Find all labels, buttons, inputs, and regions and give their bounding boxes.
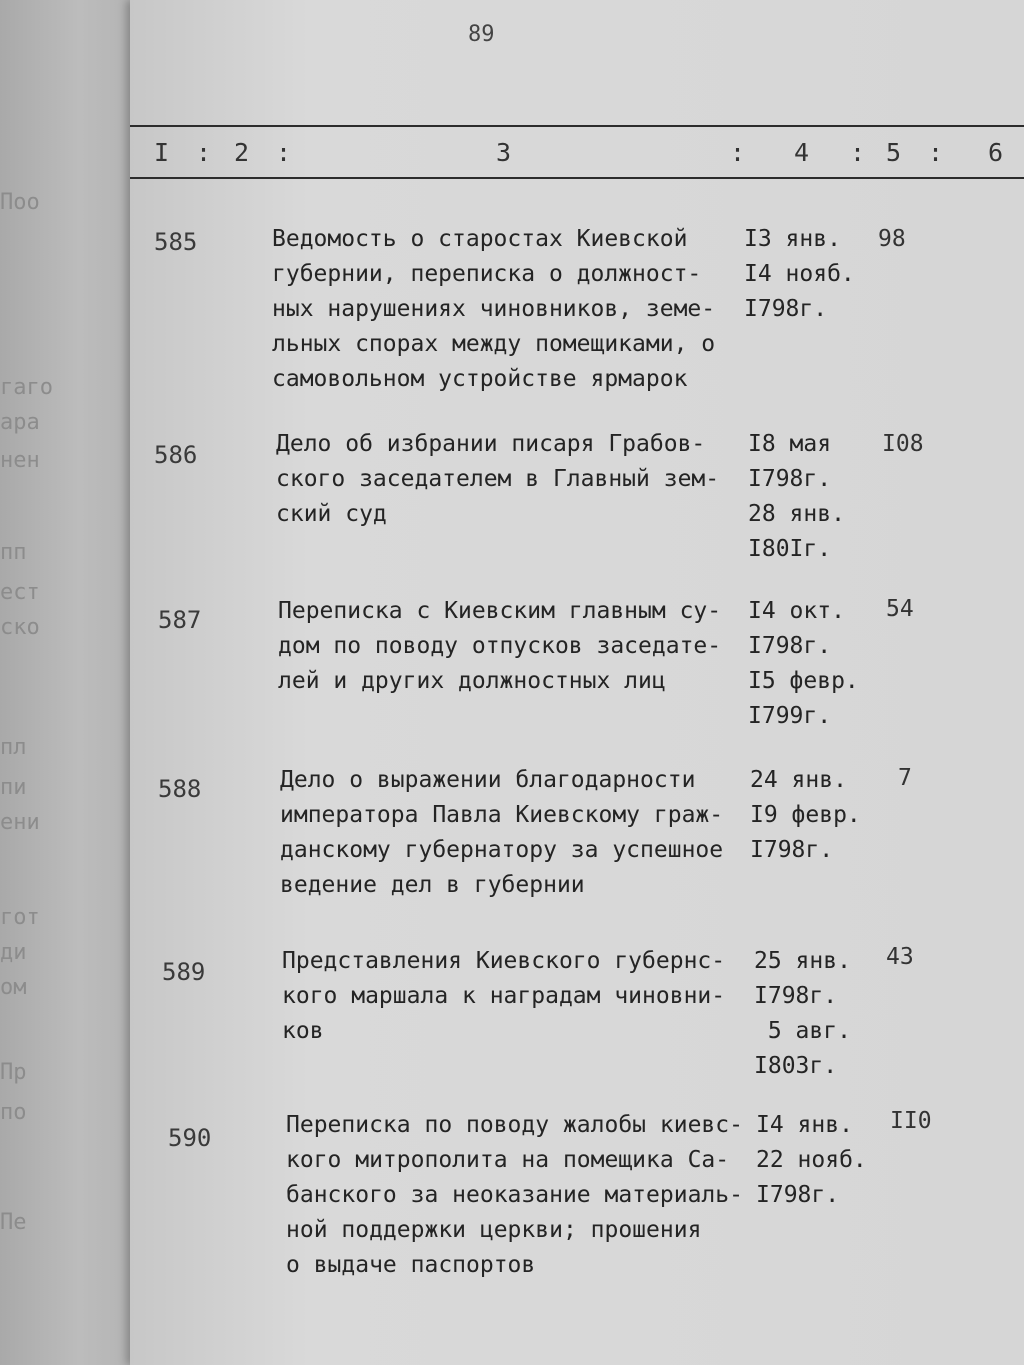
bleed-through-text: ом [0,975,27,1000]
bleed-through-text: гаго [0,375,53,400]
bleed-through-text: пл [0,735,27,760]
entry-sheet-count: II0 [890,1108,932,1134]
column-header-6: 6 [988,138,1004,167]
column-separator: : [928,138,944,167]
header-bottom-rule [130,177,1024,179]
column-separator: : [196,138,212,167]
column-header-2: 2 [234,138,250,167]
entry-number: 589 [162,958,206,986]
bleed-through-text: гот [0,905,40,930]
entry-sheet-count: 54 [886,596,914,622]
entry-dates: 24 янв. I9 февр. I798г. [750,767,861,863]
entry-description: Представления Киевского губернс- кого маршала к наградам чиновни- ков [282,948,726,1044]
entry-dates: 25 янв. I798г. 5 авг. I803г. [754,948,851,1079]
entry-sheet-count: 98 [878,226,906,252]
page-number: 89 [468,22,495,47]
column-header-1: I [154,138,170,167]
bleed-through-text: ди [0,940,27,965]
entry-number: 590 [168,1124,212,1152]
bleed-through-text: Пе [0,1210,27,1235]
entry-number: 588 [158,775,202,803]
entry-description: Переписка по поводу жалобы киевс- кого митрополита на помещика Са- банского за неоказание материаль- ной поддержки церкви; прошения о выдаче паспортов [286,1112,743,1278]
column-separator: : [730,138,746,167]
bleed-through-text: Поо [0,190,40,215]
column-header-3: 3 [496,138,512,167]
entry-number: 586 [154,441,198,469]
bleed-through-text: по [0,1100,27,1125]
entry-number: 585 [154,228,198,256]
entry-description: Дело об избрании писаря Грабов- ского заседателем в Главный зем- ский суд [276,431,720,527]
bleed-through-text: Пр [0,1060,27,1085]
bleed-through-text: ест [0,580,40,605]
column-header-5: 5 [886,138,902,167]
bleed-through-text: ара [0,410,40,435]
entry-description: Дело о выражении благодарности императора Павла Киевскому граж- данскому губернатору за успешное ведение дел в губернии [280,767,724,898]
bleed-through-text: ско [0,615,40,640]
column-separator: : [276,138,292,167]
entry-dates: I8 мая I798г. 28 янв. I80Iг. [748,431,845,562]
header-top-rule [130,125,1024,127]
column-separator: : [850,138,866,167]
entry-dates: I4 янв. 22 нояб. I798г. [756,1112,867,1208]
entry-sheet-count: 43 [886,944,914,970]
entry-description: Ведомость о старостах Киевской губернии, переписка о должност- ных нарушениях чиновников, земе- льных спорах между помещиками, о самовольном устройстве ярмарок [272,226,716,392]
entry-sheet-count: 7 [898,765,912,791]
previous-page-edge [0,0,132,1365]
entry-number: 587 [158,606,202,634]
entry-sheet-count: I08 [882,431,924,457]
entry-dates: I3 янв. I4 нояб. I798г. [744,226,855,322]
bleed-through-text: пи [0,775,27,800]
bleed-through-text: нен [0,448,40,473]
bleed-through-text: ени [0,810,40,835]
document-page [130,0,1024,1365]
bleed-through-text: пп [0,540,27,565]
column-header-4: 4 [794,138,810,167]
entry-dates: I4 окт. I798г. I5 февр. I799г. [748,598,859,729]
entry-description: Переписка с Киевским главным су- дом по поводу отпусков заседате- лей и других должностных лиц [278,598,722,694]
